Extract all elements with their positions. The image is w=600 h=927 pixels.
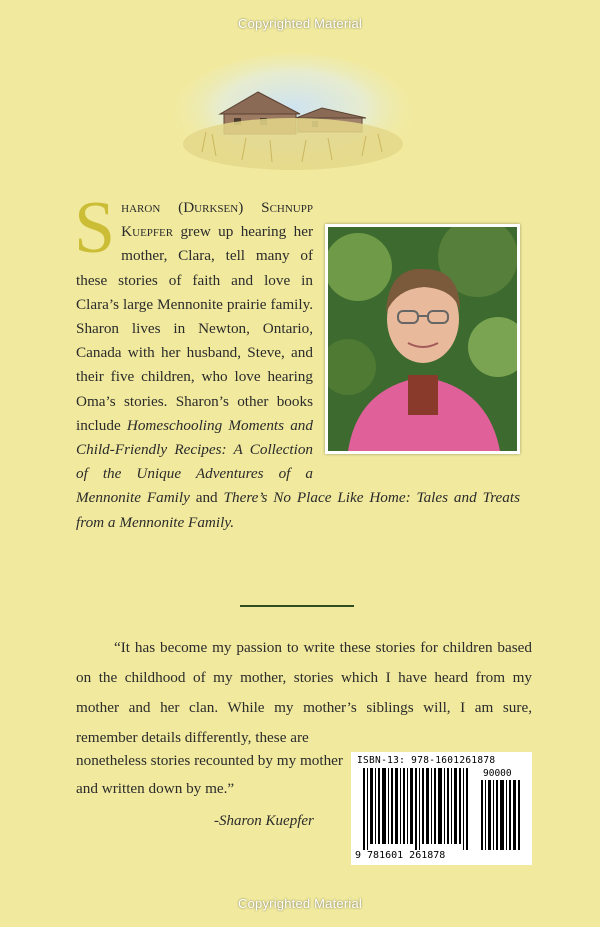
barcode-digits: 9 781601 261878 bbox=[355, 850, 446, 861]
author-bio bbox=[74, 187, 520, 535]
book-title-2: There’s No Place Like Home: Tales and Treats from a Mennonite Family. bbox=[76, 489, 520, 531]
quote-signature: -Sharon Kuepfer bbox=[214, 813, 314, 829]
farmhouse-vignette bbox=[172, 52, 414, 182]
isbn-label: ISBN-13: 978-1601261878 bbox=[357, 755, 496, 766]
bio-text: grew up hearing her mother, Clara, tell many of these stories of faith and love in Clara’s large Mennonite prairie family. Sharon lives in Newton, Ontario, Canada with her husband, Steve, and their five children, who love hearing Oma’s stories. Sharon’s other books include bbox=[76, 223, 313, 434]
author-portrait-icon bbox=[328, 227, 517, 451]
bio-and: and bbox=[189, 489, 224, 507]
author-name: haron (Durksen) Schnupp Kuepfer bbox=[121, 199, 313, 241]
book-title-1: Homeschooling Moments and Child-Friendly Recipes: A Collection of the Unique Adventures of a Mennonite Family bbox=[76, 416, 313, 507]
author-quote-end: nonetheless stories recounted by my mother and written down by me.” bbox=[76, 752, 343, 797]
dropcap-letter: S bbox=[74, 187, 116, 269]
author-quote: “It has become my passion to write these stories for children based on the childhood of my mother, stories which I have heard from my mother and her clan. While my mother’s siblings will, I am sure, remember details differently, these are bbox=[76, 639, 532, 746]
copyright-watermark-bottom: Copyrighted Material bbox=[238, 896, 362, 911]
section-divider bbox=[240, 605, 354, 607]
author-photo bbox=[325, 224, 520, 454]
isbn-barcode bbox=[351, 752, 532, 865]
copyright-watermark-top: Copyrighted Material bbox=[238, 16, 362, 31]
barcode-addon: 90000 bbox=[483, 768, 512, 779]
